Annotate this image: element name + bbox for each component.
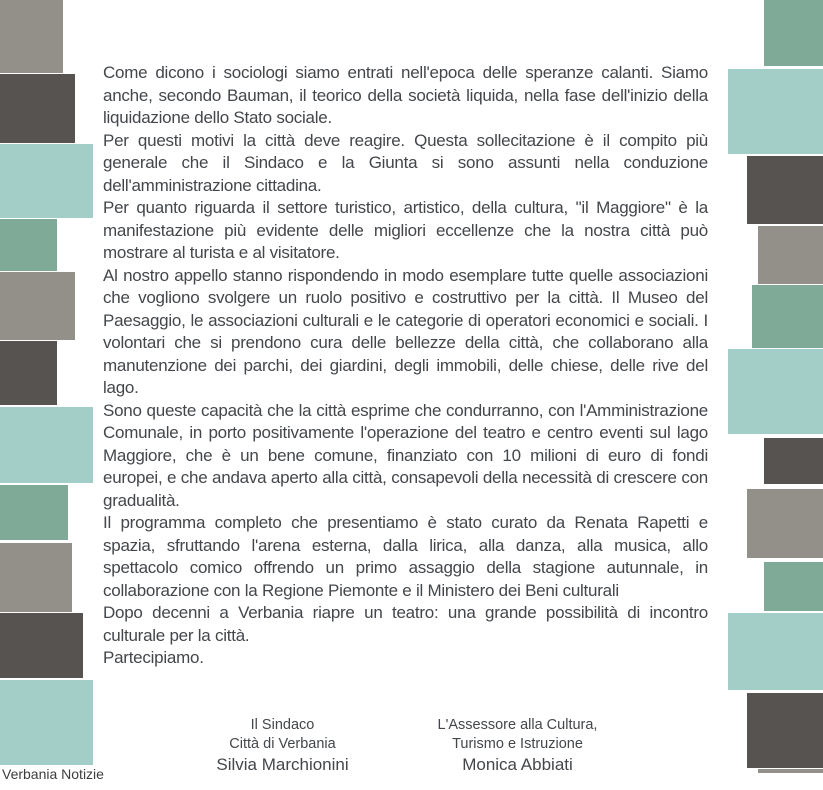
decor-square-green xyxy=(0,219,57,271)
decor-square-dark xyxy=(747,693,823,768)
body-paragraph: Partecipiamo. xyxy=(103,648,204,667)
body-paragraph: Al nostro appello stanno rispondendo in modo esemplare tutte quelle associazioni che vogliono svolgere un ruolo positivo e costruttivo per la città. Il Museo del Paesaggio, le associazioni culturali e le categorie di operatori economici e sociali. I volontari che si prendono cura delle bellezze della città, che collaborano alla manutenzione dei parchi, dei giardini, degli immobili, delle chiese, delle rive del lago. xyxy=(103,265,708,397)
decor-square-teal xyxy=(728,349,823,434)
signature-assessor xyxy=(405,716,630,775)
signature-name: Silvia Marchionini xyxy=(216,755,349,774)
letter-body xyxy=(103,62,708,670)
decor-square-green xyxy=(764,0,823,66)
decor-square-green xyxy=(764,562,823,611)
decor-square-gray xyxy=(747,489,823,558)
decor-square-dark xyxy=(764,438,823,484)
footer-credit: Verbania Notizie xyxy=(2,766,104,782)
decor-square-teal xyxy=(728,69,823,154)
signature-title-line: Città di Verbania xyxy=(229,735,336,752)
body-paragraph: Per quanto riguarda il settore turistico, artistico, della cultura, "il Maggiore" è la manifestazione più evidente delle migliori eccellenze che la nostra città può mostrare al turista e al visitatore. xyxy=(103,198,708,262)
decor-square-gray xyxy=(758,226,823,284)
signature-mayor xyxy=(180,716,385,775)
decor-square-dark xyxy=(0,74,75,143)
decor-square-dark xyxy=(0,341,57,405)
decor-square-green xyxy=(752,285,823,348)
decor-square-teal xyxy=(728,613,823,690)
decor-square-teal xyxy=(0,680,93,765)
signature-title-line: Il Sindaco xyxy=(250,717,315,733)
decor-square-dark xyxy=(0,613,83,678)
signature-title-line: Turismo e Istruzione xyxy=(452,735,583,752)
signature-name: Monica Abbiati xyxy=(462,755,573,774)
decor-square-gray xyxy=(0,0,63,73)
decor-square-teal xyxy=(0,407,93,483)
decor-square-gray xyxy=(758,769,823,773)
decor-square-dark xyxy=(747,156,823,224)
decor-square-gray xyxy=(0,272,75,340)
body-paragraph: Il programma completo che presentiamo è stato curato da Renata Rapetti e spazia, sfruttando l'arena esterna, dalla lirica, alla danza, alla musica, allo spettacolo comico offrendo un primo assaggio della stagione autunnale, in collaborazione con la Regione Piemonte e il Ministero dei Beni culturali xyxy=(103,513,708,600)
decor-square-green xyxy=(0,485,68,540)
decor-square-gray xyxy=(0,543,72,612)
signature-title-line: L'Assessore alla Cultura, xyxy=(437,717,598,733)
decor-square-teal xyxy=(0,144,93,218)
body-paragraph: Dopo decenni a Verbania riapre un teatro: una grande possibilità di incontro culturale per la città. xyxy=(103,603,708,645)
body-paragraph: Sono queste capacità che la città esprime che condurranno, con l'Amministrazione Comunale, in porto positivamente l'operazione del teatro e centro eventi sul lago Maggiore, che è un bene comune, finanziato con 10 milioni di euro di fondi europei, e che andava aperto alla città, consapevoli della necessità di crescere con gradualità. xyxy=(103,400,708,510)
body-paragraph: Per questi motivi la città deve reagire. Questa sollecitazione è il compito più generale che il Sindaco e la Giunta si sono assunti nella conduzione dell'amministrazione cittadina. xyxy=(103,130,708,195)
body-paragraph: Come dicono i sociologi siamo entrati nell'epoca delle speranze calanti. Siamo anche, secondo Bauman, il teorico della società liquida, nella fase dell'inizio della liquidazione dello Stato sociale. xyxy=(103,63,708,127)
